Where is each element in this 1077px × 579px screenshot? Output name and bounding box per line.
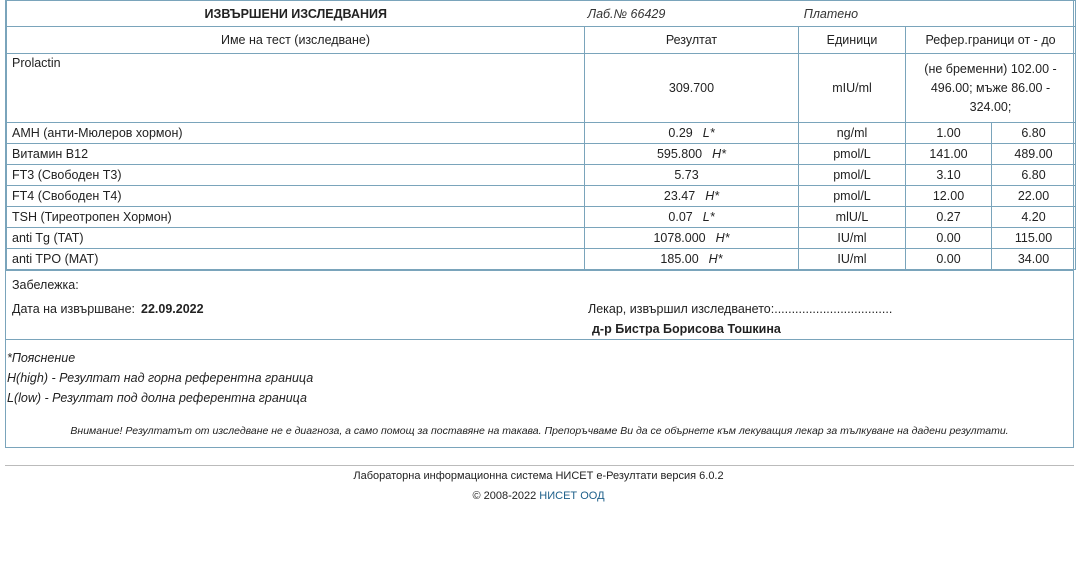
test-result: 185.00 [660, 252, 699, 266]
test-ref-range: (не бременни) 102.00 - 496.00; мъже 86.00 - 324.00; [906, 54, 1076, 123]
table-row [7, 228, 1076, 249]
test-units: pmol/L [799, 165, 906, 186]
ref-low: 141.00 [906, 144, 992, 165]
table-row [7, 249, 1076, 270]
col-ref: Рефер.граници от - до [906, 27, 1076, 54]
result-flag: L* [702, 126, 715, 140]
test-name: anti Tg (TAT) [7, 228, 585, 249]
table-row [7, 186, 1076, 207]
test-name: Витамин B12 [7, 144, 585, 165]
title-row [7, 1, 1076, 27]
test-units: mlU/L [799, 207, 906, 228]
ref-low: 1.00 [906, 123, 992, 144]
ref-high: 22.00 [992, 186, 1076, 207]
ref-low: 0.27 [906, 207, 992, 228]
doctor-name: д-р Бистра Борисова Тошкина [592, 322, 781, 336]
test-result: 5.73 [674, 168, 699, 182]
test-name: FT3 (Свободен Т3) [7, 165, 585, 186]
col-result: Резултат [585, 27, 799, 54]
column-header-row [7, 27, 1076, 54]
test-units: IU/ml [799, 249, 906, 270]
legend-low: L(low) - Резултат под долна референтна граница [7, 391, 307, 405]
test-result-cell [585, 165, 799, 186]
ref-low: 0.00 [906, 249, 992, 270]
test-units: IU/ml [799, 228, 906, 249]
test-result: 23.47 [663, 189, 696, 203]
ref-low: 3.10 [906, 165, 992, 186]
ref-high: 6.80 [992, 165, 1076, 186]
test-name: FT4 (Свободен Т4) [7, 186, 585, 207]
test-result: 595.800 [656, 147, 703, 161]
test-units: pmol/L [799, 186, 906, 207]
ref-low: 12.00 [906, 186, 992, 207]
results-sheet [5, 0, 1074, 448]
disclaimer: Внимание! Резултатът от изследване не е диагноза, а само помощ за поставяне на такава. Препоръчваме Ви да се обърнете към лекуващия лекар за тълкуване на дадени резултати. [70, 425, 1009, 437]
ref-high: 34.00 [992, 249, 1076, 270]
notes-section [6, 270, 1073, 339]
result-flag: H* [705, 189, 720, 203]
legend-section [6, 339, 1073, 447]
result-flag: H* [715, 231, 730, 245]
test-name: anti TPO (MAT) [7, 249, 585, 270]
result-flag: H* [708, 252, 723, 266]
date-value: 22.09.2022 [141, 302, 204, 316]
ref-low: 0.00 [906, 228, 992, 249]
company-link[interactable]: НИСЕТ ООД [539, 490, 605, 502]
payment-status: Платено [803, 6, 859, 21]
test-name: AMH (анти-Мюлеров хормон) [7, 123, 585, 144]
ref-high: 6.80 [992, 123, 1076, 144]
ref-high: 489.00 [992, 144, 1076, 165]
footer-divider [5, 465, 1074, 466]
test-name: TSH (Тиреотропен Хормон) [7, 207, 585, 228]
test-units: mIU/ml [799, 54, 906, 123]
test-result-cell [585, 144, 799, 165]
lab-number: Лаб.№ 66429 Платено [585, 1, 799, 27]
test-result: 309.700 [585, 54, 799, 123]
execution-date: Дата на извършване: 22.09.2022 [12, 302, 204, 316]
notes-label: Забележка: [12, 278, 79, 292]
legend-title: *Пояснение [7, 351, 76, 365]
test-result-cell [585, 249, 799, 270]
result-flag: H* [712, 147, 727, 161]
legend-high: H(high) - Резултат над горна референтна граница [7, 371, 314, 385]
table-row [7, 123, 1076, 144]
table-row [7, 165, 1076, 186]
ref-high: 115.00 [992, 228, 1076, 249]
table-row [7, 54, 1076, 123]
test-result: 1078.000 [653, 231, 706, 245]
test-result-cell [585, 207, 799, 228]
table-row [7, 207, 1076, 228]
col-units: Единици [799, 27, 906, 54]
test-units: pmol/L [799, 144, 906, 165]
col-name: Име на тест (изследване) [7, 27, 585, 54]
page-title: ИЗВЪРШЕНИ ИЗСЛЕДВАНИЯ [7, 1, 585, 27]
ref-high: 4.20 [992, 207, 1076, 228]
test-result-cell [585, 123, 799, 144]
test-result-cell [585, 186, 799, 207]
footer-system: Лабораторна информационна система НИСЕТ е-Резултати версия 6.0.2 [353, 470, 724, 482]
table-row [7, 144, 1076, 165]
test-result-cell [585, 228, 799, 249]
test-result: 0.29 [668, 126, 693, 140]
results-table [6, 0, 1076, 270]
footer-copyright: © 2008-2022 НИСЕТ ООД [472, 490, 605, 502]
test-name: Prolactin [7, 54, 585, 123]
result-flag: L* [702, 210, 715, 224]
test-units: ng/ml [799, 123, 906, 144]
test-result: 0.07 [668, 210, 693, 224]
doctor-label: Лекар, извършил изследването:.................................. [588, 302, 893, 316]
